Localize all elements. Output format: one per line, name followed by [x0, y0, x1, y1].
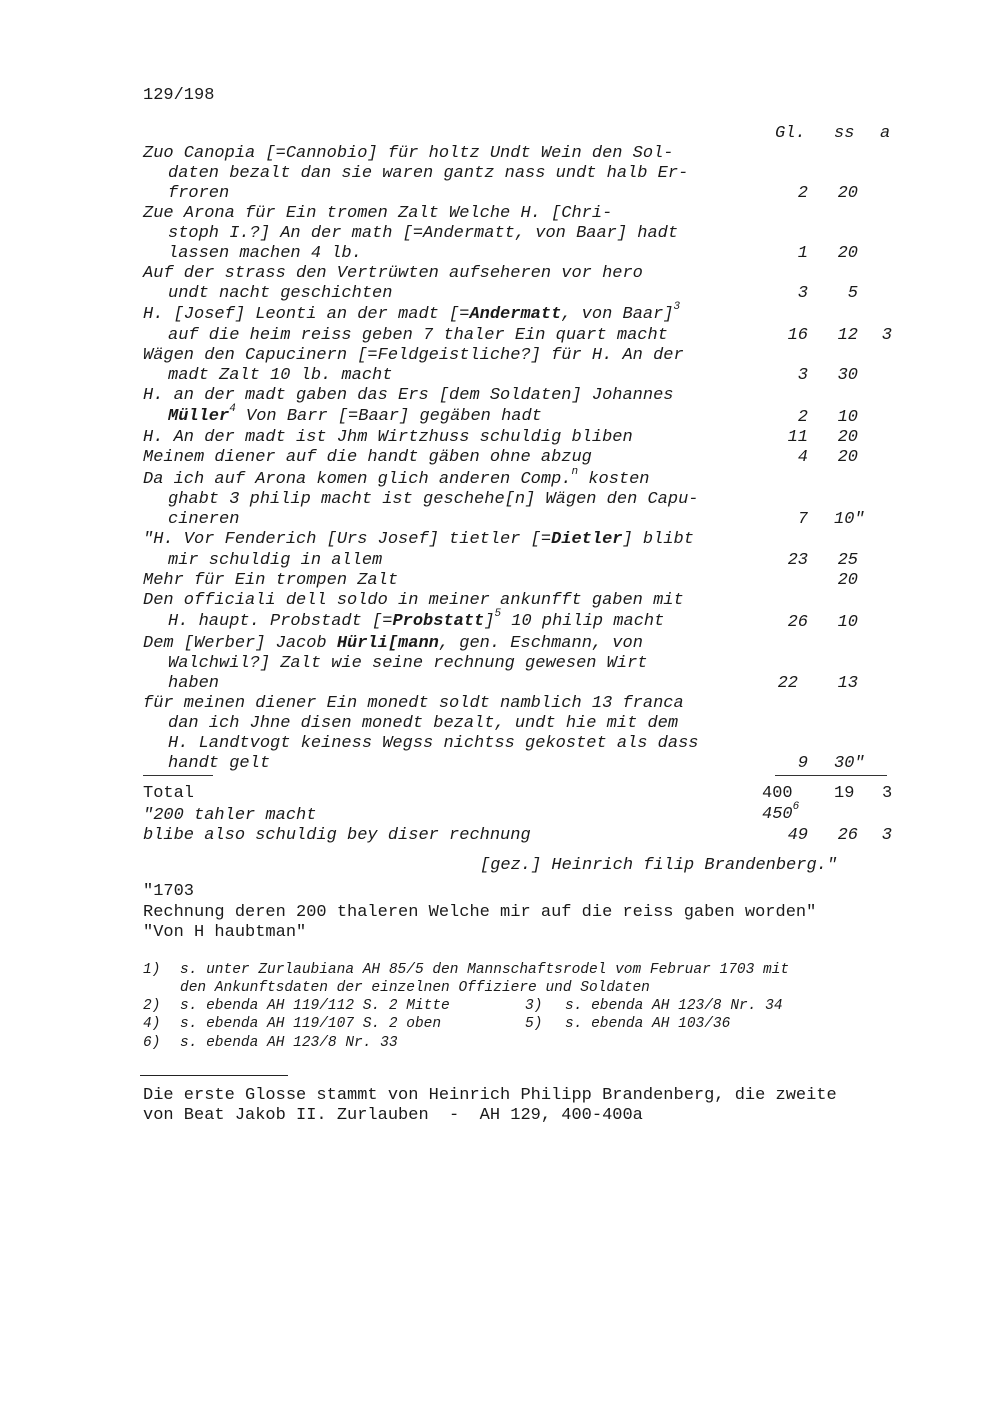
- amount-ss: 30": [834, 754, 865, 773]
- amount-gl: 2: [797, 408, 808, 427]
- footnote-ref: 3: [673, 301, 681, 313]
- total-ss: 19: [834, 784, 855, 803]
- entry-text: cineren: [168, 510, 240, 529]
- amount-ss: 5: [847, 284, 858, 303]
- footnote-number: 3): [525, 998, 543, 1014]
- closing-note: von Beat Jakob II. Zurlauben - AH 129, 400-400a: [143, 1106, 643, 1125]
- footnote-number: 4): [143, 1016, 161, 1032]
- amount-ss: 25: [837, 551, 858, 570]
- schuldig-ss: 26: [837, 826, 858, 845]
- entry-text: undt nacht geschichten: [168, 284, 393, 303]
- entry-text: madt Zalt 10 lb. macht: [168, 366, 393, 385]
- footnote-number: 6): [143, 1035, 161, 1051]
- entry-text: auf die heim reiss geben 7 thaler Ein quart macht: [168, 326, 668, 345]
- footnote-number: 2): [143, 998, 161, 1014]
- amount-ss: 30: [837, 366, 858, 385]
- separator-rule: [140, 1075, 288, 1076]
- entry-text: Dem [Werber] Jacob Hürli[mann, gen. Eschmann, von: [143, 634, 643, 653]
- amount-ss: 12: [837, 326, 858, 345]
- column-header-ss: ss: [834, 124, 855, 143]
- entry-text: Wägen den Capucinern [=Feldgeistliche?] für H. An der: [143, 346, 684, 365]
- amount-ss: 10: [837, 408, 858, 427]
- entry-text: Müller$^4$ Von Barr [=Baar] gegäben hadt: [168, 403, 542, 426]
- amount-gl: 9: [797, 754, 808, 773]
- entry-text: dan ich Jhne disen monedt bezalt, undt hie mit dem: [168, 714, 679, 733]
- total-a: 3: [882, 784, 893, 803]
- entry-text: ghabt 3 philip macht ist geschehe[n] Wägen den Capu-: [168, 490, 699, 509]
- amount-gl: 26: [787, 613, 808, 632]
- amount-gl: 11: [787, 428, 808, 447]
- footnote-ref: 6: [792, 801, 800, 813]
- amount-ss: 20: [837, 571, 858, 590]
- entry-text: mir schuldig in allem: [168, 551, 383, 570]
- amount-ss: 10: [837, 613, 858, 632]
- amount-ss: 20: [837, 244, 858, 263]
- entry-text: H. [Josef] Leonti an der madt [=Andermatt, von Baar]$^3$: [143, 301, 681, 324]
- entry-text: daten bezalt dan sie waren gantz nass undt halb Er-: [168, 164, 689, 183]
- gloss-line: "Von H haubtman": [143, 923, 307, 942]
- column-header-a: a: [880, 124, 891, 143]
- entry-text: Walchwil?] Zalt wie seine rechnung gewesen Wirt: [168, 654, 648, 673]
- footnote-text: den Ankunftsdaten der einzelnen Offiziere und Soldaten: [180, 980, 650, 996]
- footnote-ref: 5: [494, 608, 502, 620]
- amount-gl: 4: [797, 448, 808, 467]
- entry-text: H. haupt. Probstadt [=Probstatt]$^5$ 10 philip macht: [168, 608, 665, 631]
- schuldig-label: blibe also schuldig bey diser rechnung: [143, 826, 531, 845]
- entry-text: "H. Vor Fenderich [Urs Josef] tietler [=Dietler] blibt: [143, 530, 694, 549]
- entry-text: H. Landtvogt keiness Wegss nichtss gekostet als dass: [168, 734, 699, 753]
- footnote-text: s. ebenda AH 119/112 S. 2 Mitte: [180, 998, 450, 1014]
- entry-text: Den officiali dell soldo in meiner ankunfft gaben mit: [143, 591, 684, 610]
- amount-a: 3: [881, 326, 892, 345]
- amount-ss: 10": [834, 510, 865, 529]
- entry-text: H. an der madt gaben das Ers [dem Soldaten] Johannes: [143, 386, 674, 405]
- entry-text: haben: [168, 674, 220, 693]
- page-ref: 129/198: [143, 86, 215, 105]
- total-gl: 400: [762, 784, 793, 803]
- footnote-number: 1): [143, 962, 161, 978]
- amount-ss: 13: [837, 674, 858, 693]
- amount-gl: 3: [797, 366, 808, 385]
- amount-gl: 2: [797, 184, 808, 203]
- entry-text: lassen machen 4 lb.: [168, 244, 362, 263]
- footnote-text: s. ebenda AH 119/107 S. 2 oben: [180, 1016, 442, 1032]
- footnote-number: 5): [525, 1016, 543, 1032]
- entry-text: handt gelt: [168, 754, 271, 773]
- footnote-ref: 4: [229, 403, 236, 415]
- gloss-line: Rechnung deren 200 thaleren Welche mir auf die reiss gaben worden": [143, 903, 817, 922]
- amount-gl: 23: [787, 551, 808, 570]
- closing-note: Die erste Glosse stammt von Heinrich Philipp Brandenberg, die zweite: [143, 1086, 837, 1105]
- amount-ss: 20: [837, 448, 858, 467]
- total-label: Total: [143, 784, 195, 803]
- column-header-gl: Gl.: [775, 124, 806, 143]
- gloss-line: "1703: [143, 882, 195, 901]
- entry-text: Meinem diener auf die handt gäben ohne abzug: [143, 448, 592, 467]
- schuldig-gl: 49: [787, 826, 808, 845]
- schuldig-a: 3: [881, 826, 892, 845]
- footnote-text: s. unter Zurlaubiana AH 85/5 den Mannschaftsrodel vom Februar 1703 mit: [180, 962, 790, 978]
- sum-rule-right: [775, 775, 887, 776]
- signature: [gez.] Heinrich filip Brandenberg.": [480, 856, 838, 875]
- amount-gl: 22: [777, 674, 798, 693]
- entry-text: Da ich auf Arona komen glich anderen Comp.$^n$ kosten: [143, 466, 650, 489]
- amount-ss: 20: [837, 428, 858, 447]
- entry-text: H. An der madt ist Jhm Wirtzhuss schuldig bliben: [143, 428, 633, 447]
- entry-text: Auf der strass den Vertrüwten aufseheren vor hero: [143, 264, 643, 283]
- footnote-text: s. ebenda AH 123/8 Nr. 33: [180, 1035, 398, 1051]
- entry-text: für meinen diener Ein monedt soldt namblich 13 franca: [143, 694, 684, 713]
- amount-gl: 3: [797, 284, 808, 303]
- entry-text: Zue Arona für Ein tromen Zalt Welche H. [Chri-: [143, 204, 613, 223]
- footnote-text: s. ebenda AH 103/36: [565, 1016, 731, 1032]
- entry-text: Mehr für Ein trompen Zalt: [143, 571, 399, 590]
- amount-ss: 20: [837, 184, 858, 203]
- footnote-text: s. ebenda AH 123/8 Nr. 34: [565, 998, 783, 1014]
- amount-gl: 1: [797, 244, 808, 263]
- tahler-value: $450^6$: [762, 801, 800, 824]
- amount-gl: 16: [787, 326, 808, 345]
- footnote-ref: n: [571, 466, 579, 478]
- sum-rule-left: [143, 775, 213, 776]
- entry-text: froren: [168, 184, 230, 203]
- entry-text: stoph I.?] An der math [=Andermatt, von Baar] hadt: [168, 224, 679, 243]
- entry-text: Zuo Canopia [=Cannobio] für holtz Undt Wein den Sol-: [143, 144, 674, 163]
- amount-gl: 7: [797, 510, 808, 529]
- tahler-label: "200 tahler macht: [143, 806, 317, 825]
